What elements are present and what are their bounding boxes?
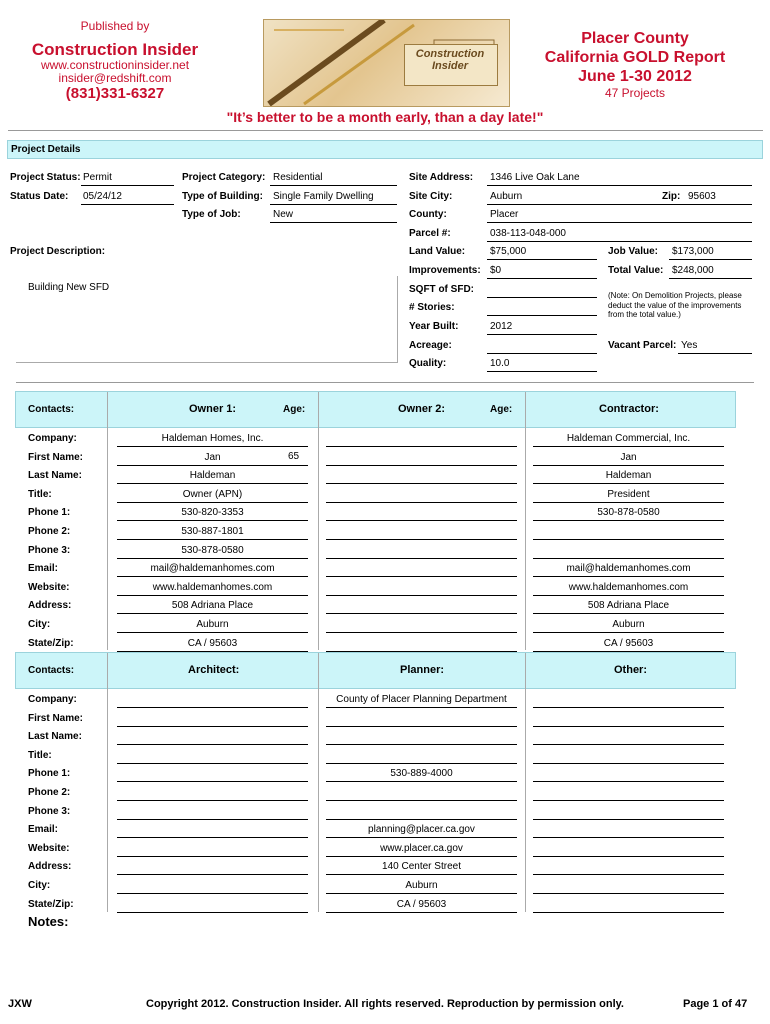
parcel-label: Parcel #: bbox=[409, 228, 451, 239]
contacts1-row-label: City: bbox=[28, 619, 51, 630]
logo-image bbox=[263, 19, 510, 107]
job-type-line bbox=[270, 222, 397, 223]
contacts2-planner-underline bbox=[326, 893, 517, 894]
contacts1-owner1-cell: Auburn bbox=[196, 619, 229, 630]
contacts1-owner1-underline bbox=[117, 483, 308, 484]
contacts1-row-label: State/Zip: bbox=[28, 638, 74, 649]
improvements-value: $0 bbox=[490, 265, 502, 276]
total-value-label: Total Value: bbox=[608, 265, 664, 276]
contacts2-planner-cell: 530-889-4000 bbox=[390, 768, 453, 779]
contacts1-owner1-underline bbox=[117, 613, 308, 614]
year-built-label: Year Built: bbox=[409, 321, 459, 332]
contacts1-owner1-cell: Owner (APN) bbox=[182, 489, 243, 500]
contacts2-row-label: Phone 3: bbox=[28, 806, 71, 817]
contacts1-owner1-underline bbox=[117, 576, 308, 577]
contacts2-header-divider-2 bbox=[318, 653, 319, 687]
contacts1-owner2-underline bbox=[326, 465, 517, 466]
land-value-value: $75,000 bbox=[490, 246, 527, 257]
contacts2-row-label: Company: bbox=[28, 694, 77, 705]
tagline: "It’s better to be a month early, than a day late!" bbox=[226, 109, 544, 125]
report-project-count: 47 Projects bbox=[604, 86, 666, 100]
contacts1-owner1-cell: Jan bbox=[204, 452, 221, 463]
parcel-line bbox=[487, 241, 752, 242]
other-title: Other: bbox=[614, 664, 647, 676]
building-type-value: Single Family Dwelling bbox=[273, 191, 374, 202]
quality-value: 10.0 bbox=[490, 358, 510, 369]
contacts-top-border bbox=[16, 382, 754, 383]
contacts1-owner1-cell: Haldeman Homes, Inc. bbox=[161, 433, 264, 444]
contacts1-owner2-underline bbox=[326, 446, 517, 447]
contacts2-architect-underline bbox=[117, 819, 308, 820]
project-status-label: Project Status: bbox=[10, 172, 81, 183]
footer-initials: JXW bbox=[8, 998, 32, 1010]
site-city-line bbox=[487, 204, 752, 205]
project-details-title: Project Details bbox=[11, 144, 81, 155]
contacts1-divider-3 bbox=[525, 426, 526, 650]
contacts1-contractor-underline bbox=[533, 613, 724, 614]
contacts-header-divider-3 bbox=[525, 392, 526, 426]
site-city-label: Site City: bbox=[409, 191, 453, 202]
contacts1-contractor-underline bbox=[533, 520, 724, 521]
total-value-line bbox=[669, 278, 752, 279]
contacts2-other-underline bbox=[533, 800, 724, 801]
project-description-value: Building New SFD bbox=[28, 282, 110, 293]
contacts1-contractor-underline bbox=[533, 539, 724, 540]
contacts2-architect-underline bbox=[117, 912, 308, 913]
contacts2-architect-underline bbox=[117, 837, 308, 838]
report-period: June 1-30 2012 bbox=[578, 68, 692, 85]
contacts2-other-underline bbox=[533, 763, 724, 764]
contacts1-owner1-cell: Haldeman bbox=[189, 470, 236, 481]
land-value-line bbox=[487, 259, 597, 260]
contacts2-row-label: First Name: bbox=[28, 713, 84, 724]
report-title: California GOLD Report bbox=[544, 49, 726, 66]
contacts2-row-label: Phone 1: bbox=[28, 768, 71, 779]
contacts2-planner-underline bbox=[326, 763, 517, 764]
contacts2-row-label: Last Name: bbox=[28, 731, 82, 742]
published-by: Published by bbox=[80, 19, 150, 33]
contacts2-architect-underline bbox=[117, 707, 308, 708]
contacts2-planner-cell: County of Placer Planning Department bbox=[336, 694, 507, 705]
contacts1-contractor-cell: www.haldemanhomes.com bbox=[568, 582, 689, 593]
contacts1-owner1-cell: 508 Adriana Place bbox=[171, 600, 254, 611]
demolition-note: (Note: On Demolition Projects, please deduct the value of the improvements from the total value.) bbox=[608, 291, 742, 319]
quality-label: Quality: bbox=[409, 358, 447, 369]
contacts2-divider-2 bbox=[318, 687, 319, 912]
logo-text: Construction Insider bbox=[415, 48, 485, 72]
contacts1-owner2-underline bbox=[326, 483, 517, 484]
contacts2-planner-underline bbox=[326, 912, 517, 913]
contacts1-owner1-cell: 530-887-1801 bbox=[181, 526, 244, 537]
owner2-title: Owner 2: bbox=[398, 403, 446, 415]
project-category-label: Project Category: bbox=[182, 172, 266, 183]
contacts2-planner-underline bbox=[326, 856, 517, 857]
improvements-line bbox=[487, 278, 597, 279]
stories-label: # Stories: bbox=[409, 302, 455, 313]
contacts2-architect-underline bbox=[117, 744, 308, 745]
contacts1-owner1-underline bbox=[117, 502, 308, 503]
contacts1-contractor-underline bbox=[533, 558, 724, 559]
contacts2-other-underline bbox=[533, 837, 724, 838]
contacts2-planner-underline bbox=[326, 781, 517, 782]
owner1-title: Owner 1: bbox=[189, 403, 237, 415]
vacant-parcel-value: Yes bbox=[681, 340, 698, 351]
contacts1-owner2-underline bbox=[326, 558, 517, 559]
contacts1-contractor-underline bbox=[533, 576, 724, 577]
project-status-line bbox=[81, 185, 174, 186]
contacts1-row-label: Address: bbox=[28, 600, 72, 611]
contacts2-row-label: State/Zip: bbox=[28, 899, 74, 910]
contacts2-planner-cell: CA / 95603 bbox=[396, 899, 447, 910]
contacts1-contractor-cell: Haldeman bbox=[605, 470, 652, 481]
contacts1-contractor-underline bbox=[533, 446, 724, 447]
contacts1-owner2-underline bbox=[326, 539, 517, 540]
total-value-value: $248,000 bbox=[672, 265, 714, 276]
contacts2-other-underline bbox=[533, 912, 724, 913]
contacts1-row-label: Company: bbox=[28, 433, 77, 444]
contacts2-planner-underline bbox=[326, 819, 517, 820]
contacts-header-divider-1 bbox=[107, 392, 108, 426]
county-label: County: bbox=[409, 209, 447, 220]
contacts2-row-label: Website: bbox=[28, 843, 70, 854]
footer-copyright: Copyright 2012. Construction Insider. All rights reserved. Reproduction by permission only. bbox=[146, 998, 624, 1010]
contacts2-other-underline bbox=[533, 726, 724, 727]
contacts1-row-label: Phone 3: bbox=[28, 545, 71, 556]
contacts1-owner2-underline bbox=[326, 595, 517, 596]
contacts1-contractor-cell: Jan bbox=[620, 452, 637, 463]
contacts1-contractor-cell: mail@haldemanhomes.com bbox=[566, 563, 691, 574]
contacts1-owner1-underline bbox=[117, 558, 308, 559]
planner-title: Planner: bbox=[400, 664, 445, 676]
contacts1-owner2-underline bbox=[326, 520, 517, 521]
contacts1-contractor-cell: President bbox=[607, 489, 650, 500]
contacts-label: Contacts: bbox=[28, 404, 75, 415]
status-date-value: 05/24/12 bbox=[83, 191, 122, 202]
contacts1-row-label: Title: bbox=[28, 489, 52, 500]
contacts2-architect-underline bbox=[117, 874, 308, 875]
owner1-age-label: Age: bbox=[283, 404, 306, 415]
contacts1-contractor-cell: Haldeman Commercial, Inc. bbox=[566, 433, 691, 444]
contacts1-contractor-underline bbox=[533, 632, 724, 633]
vacant-parcel-line bbox=[678, 353, 752, 354]
job-type-value: New bbox=[273, 209, 294, 220]
contacts2-architect-underline bbox=[117, 893, 308, 894]
acreage-label: Acreage: bbox=[409, 340, 452, 351]
contacts1-owner2-underline bbox=[326, 502, 517, 503]
contacts1-contractor-underline bbox=[533, 595, 724, 596]
job-value-value: $173,000 bbox=[672, 246, 714, 257]
year-built-value: 2012 bbox=[490, 321, 513, 332]
contacts2-planner-underline bbox=[326, 744, 517, 745]
contacts2-row-label: Address: bbox=[28, 861, 72, 872]
contacts1-divider-1 bbox=[107, 426, 108, 650]
contacts1-contractor-cell: CA / 95603 bbox=[603, 638, 654, 649]
section-top-border bbox=[8, 130, 763, 131]
contacts1-owner1-cell: CA / 95603 bbox=[187, 638, 238, 649]
contacts1-divider-2 bbox=[318, 426, 319, 650]
contacts2-header-divider-1 bbox=[107, 653, 108, 687]
contacts2-planner-cell: planning@placer.ca.gov bbox=[368, 824, 475, 835]
contacts-header-divider-2 bbox=[318, 392, 319, 426]
contacts1-owner1-underline bbox=[117, 632, 308, 633]
footer-page-number: Page 1 of 47 bbox=[683, 998, 748, 1010]
contacts1-owner2-underline bbox=[326, 576, 517, 577]
contacts2-divider-1 bbox=[107, 687, 108, 912]
contacts2-planner-underline bbox=[326, 726, 517, 727]
report-county: Placer County bbox=[581, 30, 689, 47]
contacts2-other-underline bbox=[533, 893, 724, 894]
contacts2-planner-cell: 140 Center Street bbox=[382, 861, 461, 872]
contacts1-row-label: Last Name: bbox=[28, 470, 82, 481]
brand-name: Construction Insider bbox=[31, 40, 199, 59]
contacts1-contractor-underline bbox=[533, 502, 724, 503]
contacts2-architect-underline bbox=[117, 800, 308, 801]
building-type-line bbox=[270, 204, 397, 205]
contacts2-planner-cell: Auburn bbox=[405, 880, 438, 891]
contacts1-owner1-underline bbox=[117, 595, 308, 596]
contacts1-row-label: Website: bbox=[28, 582, 70, 593]
contacts1-row-label: First Name: bbox=[28, 452, 84, 463]
project-details-header bbox=[7, 140, 763, 159]
project-category-line bbox=[270, 185, 397, 186]
acreage-line bbox=[487, 353, 597, 354]
brand-phone: (831)331-6327 bbox=[65, 85, 165, 102]
contacts1-owner2-underline bbox=[326, 632, 517, 633]
contacts2-architect-underline bbox=[117, 763, 308, 764]
contacts1-owner1-cell: 530-820-3353 bbox=[181, 507, 244, 518]
contacts2-row-label: Email: bbox=[28, 824, 59, 835]
contacts1-owner1-underline bbox=[117, 539, 308, 540]
contacts2-divider-3 bbox=[525, 687, 526, 912]
contractor-title: Contractor: bbox=[599, 403, 659, 415]
contacts2-other-underline bbox=[533, 874, 724, 875]
stories-line bbox=[487, 315, 597, 316]
contacts1-owner1-underline bbox=[117, 446, 308, 447]
contacts2-row-label: Title: bbox=[28, 750, 52, 761]
contacts2-architect-underline bbox=[117, 856, 308, 857]
contacts1-row-label: Email: bbox=[28, 563, 59, 574]
contacts2-row-label: Phone 2: bbox=[28, 787, 71, 798]
job-type-label: Type of Job: bbox=[182, 209, 241, 220]
vacant-parcel-label: Vacant Parcel: bbox=[608, 340, 677, 351]
county-value: Placer bbox=[490, 209, 519, 220]
contacts2-planner-underline bbox=[326, 874, 517, 875]
architect-title: Architect: bbox=[188, 664, 240, 676]
contacts2-other-underline bbox=[533, 744, 724, 745]
owner2-age-label: Age: bbox=[490, 404, 513, 415]
contacts2-architect-underline bbox=[117, 726, 308, 727]
site-address-label: Site Address: bbox=[409, 172, 474, 183]
contacts1-owner1-cell: www.haldemanhomes.com bbox=[152, 582, 273, 593]
building-type-label: Type of Building: bbox=[182, 191, 263, 202]
contacts2-other-underline bbox=[533, 856, 724, 857]
zip-value: 95603 bbox=[688, 191, 716, 202]
sqft-label: SQFT of SFD: bbox=[409, 284, 474, 295]
site-address-value: 1346 Live Oak Lane bbox=[490, 172, 580, 183]
status-date-label: Status Date: bbox=[10, 191, 69, 202]
contacts1-row-label: Phone 1: bbox=[28, 507, 71, 518]
contacts2-row-label: City: bbox=[28, 880, 51, 891]
land-value-label: Land Value: bbox=[409, 246, 466, 257]
contacts1-contractor-underline bbox=[533, 483, 724, 484]
parcel-value: 038-113-048-000 bbox=[490, 228, 566, 239]
contacts1-owner1-underline bbox=[117, 465, 308, 466]
contacts2-architect-underline bbox=[117, 781, 308, 782]
contacts1-owner1-underline bbox=[117, 520, 308, 521]
contacts2-label: Contacts: bbox=[28, 665, 75, 676]
contacts1-contractor-cell: 508 Adriana Place bbox=[587, 600, 670, 611]
site-city-value: Auburn bbox=[490, 191, 523, 202]
contacts1-owner1-cell: mail@haldemanhomes.com bbox=[150, 563, 275, 574]
brand-website[interactable]: www.constructioninsider.net bbox=[40, 58, 190, 72]
contacts2-other-underline bbox=[533, 781, 724, 782]
status-date-line bbox=[81, 204, 174, 205]
notes-label: Notes: bbox=[28, 914, 69, 929]
contacts1-contractor-underline bbox=[533, 465, 724, 466]
contacts2-other-underline bbox=[533, 819, 724, 820]
contacts1-owner2-underline bbox=[326, 613, 517, 614]
job-value-label: Job Value: bbox=[608, 246, 659, 257]
quality-line bbox=[487, 371, 597, 372]
contacts2-header-divider-3 bbox=[525, 653, 526, 687]
project-description-label: Project Description: bbox=[10, 246, 106, 257]
site-address-line bbox=[487, 185, 752, 186]
project-category-value: Residential bbox=[273, 172, 323, 183]
contacts2-other-underline bbox=[533, 707, 724, 708]
project-description-box bbox=[16, 276, 398, 363]
sqft-line bbox=[487, 297, 597, 298]
job-value-line bbox=[669, 259, 752, 260]
year-built-line bbox=[487, 334, 597, 335]
owner1-age-value: 65 bbox=[288, 451, 300, 462]
contacts1-contractor-cell: 530-878-0580 bbox=[597, 507, 660, 518]
brand-email[interactable]: insider@redshift.com bbox=[58, 71, 172, 85]
contacts1-row-label: Phone 2: bbox=[28, 526, 71, 537]
zip-label: Zip: bbox=[662, 191, 681, 202]
improvements-label: Improvements: bbox=[409, 265, 481, 276]
project-status-value: Permit bbox=[83, 172, 112, 183]
county-line bbox=[487, 222, 752, 223]
contacts2-planner-underline bbox=[326, 837, 517, 838]
contacts1-contractor-cell: Auburn bbox=[612, 619, 645, 630]
contacts2-planner-underline bbox=[326, 707, 517, 708]
contacts1-owner1-cell: 530-878-0580 bbox=[181, 545, 244, 556]
contacts2-planner-cell: www.placer.ca.gov bbox=[380, 843, 463, 854]
contacts2-planner-underline bbox=[326, 800, 517, 801]
